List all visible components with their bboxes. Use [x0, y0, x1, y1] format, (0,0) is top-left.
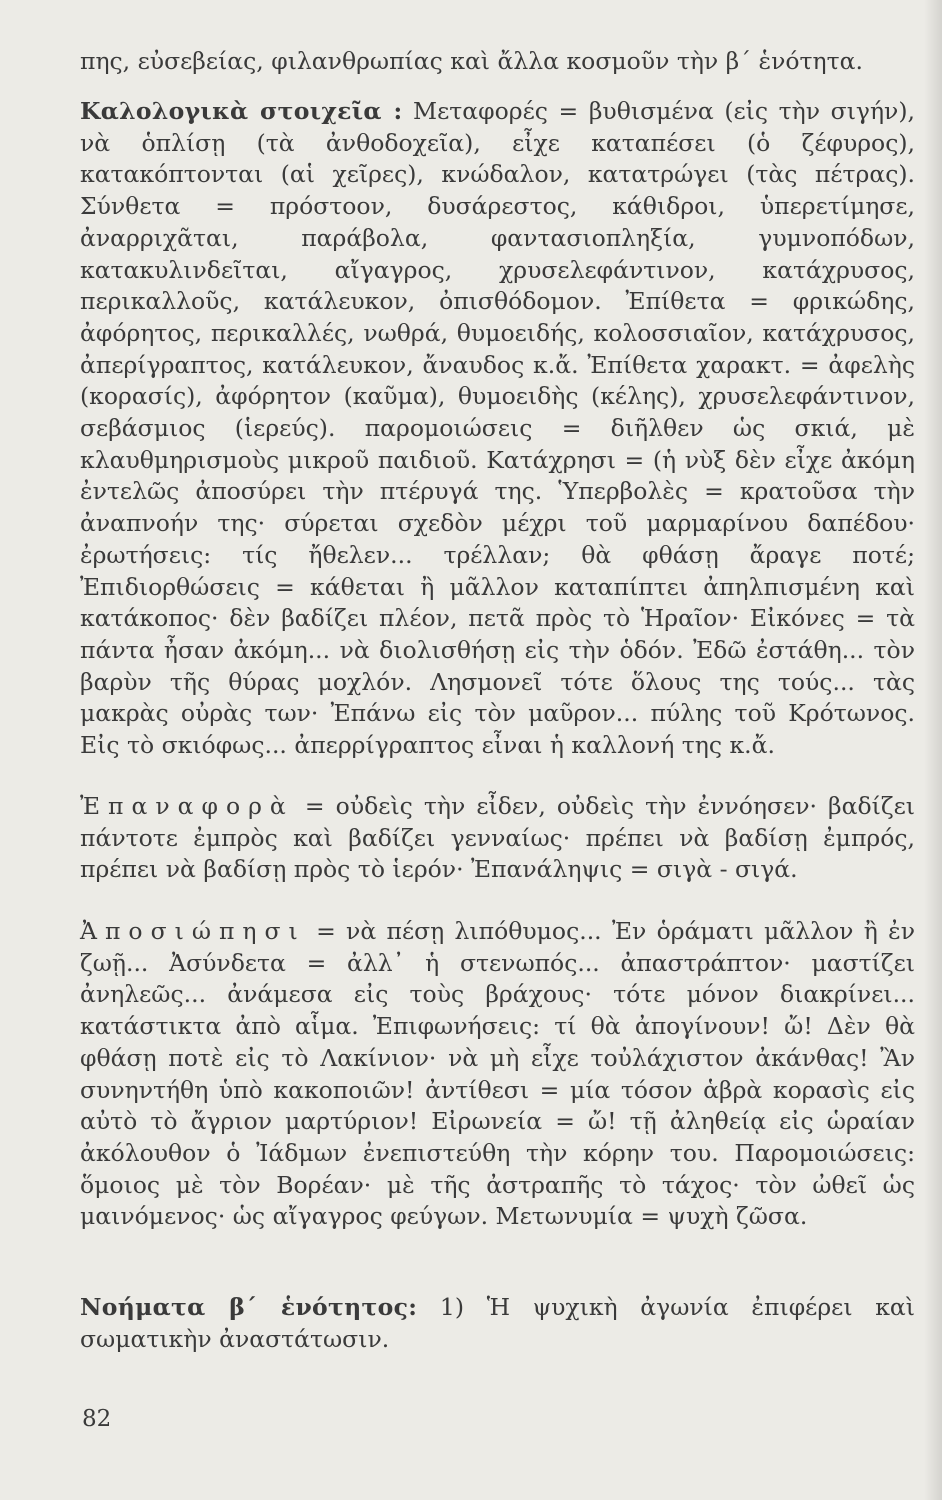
epanafora-text: = οὐδεὶς τὴν εἶδεν, οὐδεὶς τὴν ἐννόησεν· βαδίζει πάντοτε ἐμπρὸς καὶ βαδίζει γενναίως· πρέπει νὰ βαδίσῃ ἐμπρός, πρέπει νὰ βαδίσῃ πρὸς τὸ ἱερόν· Ἐπανάληψις = σιγὰ - σιγά.	[80, 792, 915, 884]
continuation-text: πης, εὐσεβείας, φιλανθρωπίας καὶ ἄλλα κοσμοῦν τὴν β΄ ἑνότητα.	[80, 47, 863, 75]
epanafora-heading: Ἐπαναφορὰ	[80, 792, 294, 820]
aposiopisi-heading: Ἀποσιώπησι	[80, 917, 306, 945]
noimata-heading: Νοήματα β΄ ἑνότητος:	[80, 1293, 418, 1321]
kalologika-text: Μεταφορές = βυθισμένα (εἰς τὴν σιγήν), νὰ ὁπλίσῃ (τὰ ἀνθοδοχεῖα), εἶχε καταπέσει (ὁ ζέφυρος), κατακόπτονται (αἱ χεῖρες), κνώδαλον, κατατρώγει (τὰς πέτρας). Σύνθετα = πρόστοον, δυσάρεστος, κάθιδροι, ὑπερετίμησε, ἀναρριχᾶται, παράβολα, φαντασιοπληξία, γυμνοπόδων, κατακυλινδεῖται, αἴγαγρος, χρυσελεφάντινον, κατάχρυσος, περικαλλοῦς, κατάλευκον, ὀπισθόδομον. Ἐπίθετα = φρικώδης, ἀφόρητος, περικαλλές, νωθρά, θυμοειδής, κολοσσιαῖον, κατάχρυσος, ἀπερίγραπτος, κατάλευκον, ἄναυδος κ.ἄ. Ἐπίθετα χαρακτ. = ἀφελὴς (κορασίς), ἀφόρητον (καῦμα), θυμοειδὴς (κέλης), χρυσελεφάντινον, σεβάσμιος (ἱερεύς). παρομοιώσεις = διῆλθεν ὡς σκιά, μὲ κλαυθμηρισμοὺς μικροῦ παιδιοῦ. Κατάχρησι = (ἡ νὺξ δὲν εἶχε ἀκόμη ἐντελῶς ἀποσύρει τὴν πτέρυγά της. Ὑπερβολὲς = κρατοῦσα τὴν ἀναπνοήν της· σύρεται σχεδὸν μέχρι τοῦ μαρμαρίνου δαπέδου· ἐρωτήσεις: τίς ἤθελεν... τρέλλαν; θὰ φθάσῃ ἄραγε ποτέ; Ἐπιδιορθώσεις = κάθεται ἢ μᾶλλον καταπίπτει ἀπηλπισμένη καὶ κατάκοπος· δὲν βαδίζει πλέον, πετᾶ πρὸς τὸ Ἡραῖον· Εἰκόνες = τὰ πάντα ἦσαν ἀκόμη... νὰ διολισθήσῃ εἰς τὴν ὁδόν. Ἐδῶ ἐστάθη... τὸν βαρὺν τῆς θύρας μοχλόν. Λησμονεῖ τότε ὅλους της τούς... τὰς μακρὰς οὐρὰς των· Ἐπάνω εἰς τὸν μαῦρον... πύλης τοῦ Κρότωνος. Εἰς τὸ σκιόφως... ἀπερρίγραπτος εἶναι ἡ καλλονή της κ.ἄ.	[80, 97, 915, 760]
paragraph-epanafora	[80, 791, 915, 886]
noimata-text: 1) Ἡ ψυχικὴ ἀγωνία ἐπιφέρει καὶ σωματικὴν ἀναστάτωσιν.	[80, 1293, 915, 1353]
page-number: 82	[82, 1406, 112, 1432]
paragraph-kalologika	[80, 96, 915, 762]
kalologika-heading: Καλολογικὰ στοιχεῖα :	[80, 97, 403, 125]
paragraph-aposiopisi	[80, 916, 915, 1233]
aposiopisi-text: = νὰ πέσῃ λιπόθυμος... Ἐν ὁράματι μᾶλλον ἢ ἐν ζωῇ... Ἀσύνδετα = ἀλλ᾽ ἡ στενωπός... ἀπαστράπτον· μαστίζει ἀνηλεῶς... ἀνάμεσα εἰς τοὺς βράχους· τότε μόνον διακρίνει... κατάστικτα ἀπὸ αἷμα. Ἐπιφωνήσεις: τί θὰ ἀπογίνουν! ὤ! Δὲν θὰ φθάσῃ ποτὲ εἰς τὸ Λακίνιον· νὰ μὴ εἶχε τοὐλάχιστον ἀκάνθας! Ἂν συνηντήθη ὑπὸ κακοποιῶν! ἀντίθεσι = μία τόσον ἁβρὰ κορασὶς εἰς αὐτὸ τὸ ἄγριον μαρτύριον! Εἰρωνεία = ὤ! τῇ ἀληθείᾳ εἰς ὡραίαν ἀκόλουθον ὁ Ἰάδμων ἐνεπιστεύθη τὴν κόρην του. Παρομοιώσεις: ὅμοιος μὲ τὸν Βορέαν· μὲ τῆς ἀστραπῆς τὸ τάχος· τὸν ὠθεῖ ὡς μαινόμενος· ὡς αἴγαγρος φεύγων. Μετωνυμία = ψυχὴ ζῶσα.	[80, 917, 915, 1231]
paragraph-continuation	[80, 46, 915, 78]
paragraph-noimata	[80, 1292, 915, 1355]
page-edge-shadow	[924, 0, 942, 1500]
